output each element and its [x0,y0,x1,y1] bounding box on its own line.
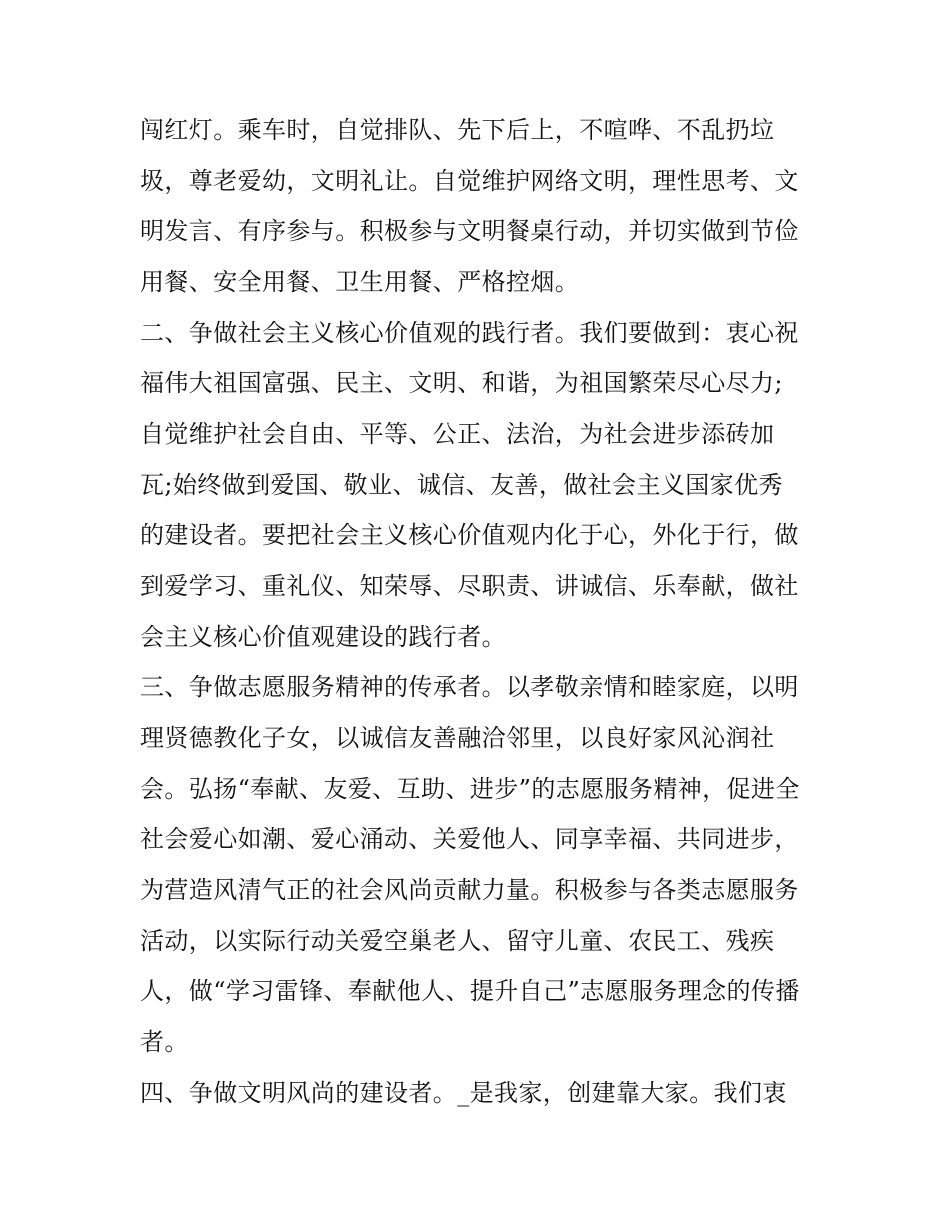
text-line: 瓦;始终做到爱国、敬业、诚信、友善，做社会主义国家优秀 [140,471,783,499]
text-line: 自觉维护社会自由、平等、公正、法治，为社会进步添砖加 [140,420,775,448]
text-line: 到爱学习、重礼仪、知荣辱、尽职责、讲诚信、乐奉献，做社 [140,572,799,600]
text-line: 人，做“学习雷锋、奉献他人、提升自己”志愿服务理念的传播 [140,977,800,1005]
text-line: 明发言、有序参与。积极参与文明餐桌行动，并切实做到节俭 [140,217,799,245]
text-line: 闯红灯。乘车时，自觉排队、先下后上，不喧哗、不乱扔垃 [140,116,775,144]
text-line: 二、争做社会主义核心价值观的践行者。我们要做到：衷心祝 [140,319,799,347]
text-line: 四、争做文明风尚的建设者。_是我家，创建靠大家。我们衷 [140,1079,787,1107]
text-line: 会。弘扬“奉献、友爱、互助、进步”的志愿服务精神，促进全 [140,775,800,803]
text-line: 的建设者。要把社会主义核心价值观内化于心，外化于行，做 [140,521,799,549]
text-line: 理贤德教化子女，以诚信友善融洽邻里，以良好家风沁润社 [140,724,775,752]
text-line: 福伟大祖国富强、民主、文明、和谐，为祖国繁荣尽心尽力; [140,369,783,397]
text-line: 活动，以实际行动关爱空巢老人、留守儿童、农民工、残疾 [140,927,775,955]
text-line: 用餐、安全用餐、卫生用餐、严格控烟。 [140,268,580,296]
text-line: 者。 [140,1028,189,1056]
text-line: 会主义核心价值观建设的践行者。 [140,623,506,651]
text-line: 为营造风清气正的社会风尚贡献力量。积极参与各类志愿服务 [140,876,799,904]
text-line: 圾，尊老爱幼，文明礼让。自觉维护网络文明，理性思考、文 [140,167,799,195]
text-line: 社会爱心如潮、爱心涌动、关爱他人、同享幸福、共同进步， [140,825,799,853]
text-line: 三、争做志愿服务精神的传承者。以孝敬亲情和睦家庭，以明 [140,673,799,701]
